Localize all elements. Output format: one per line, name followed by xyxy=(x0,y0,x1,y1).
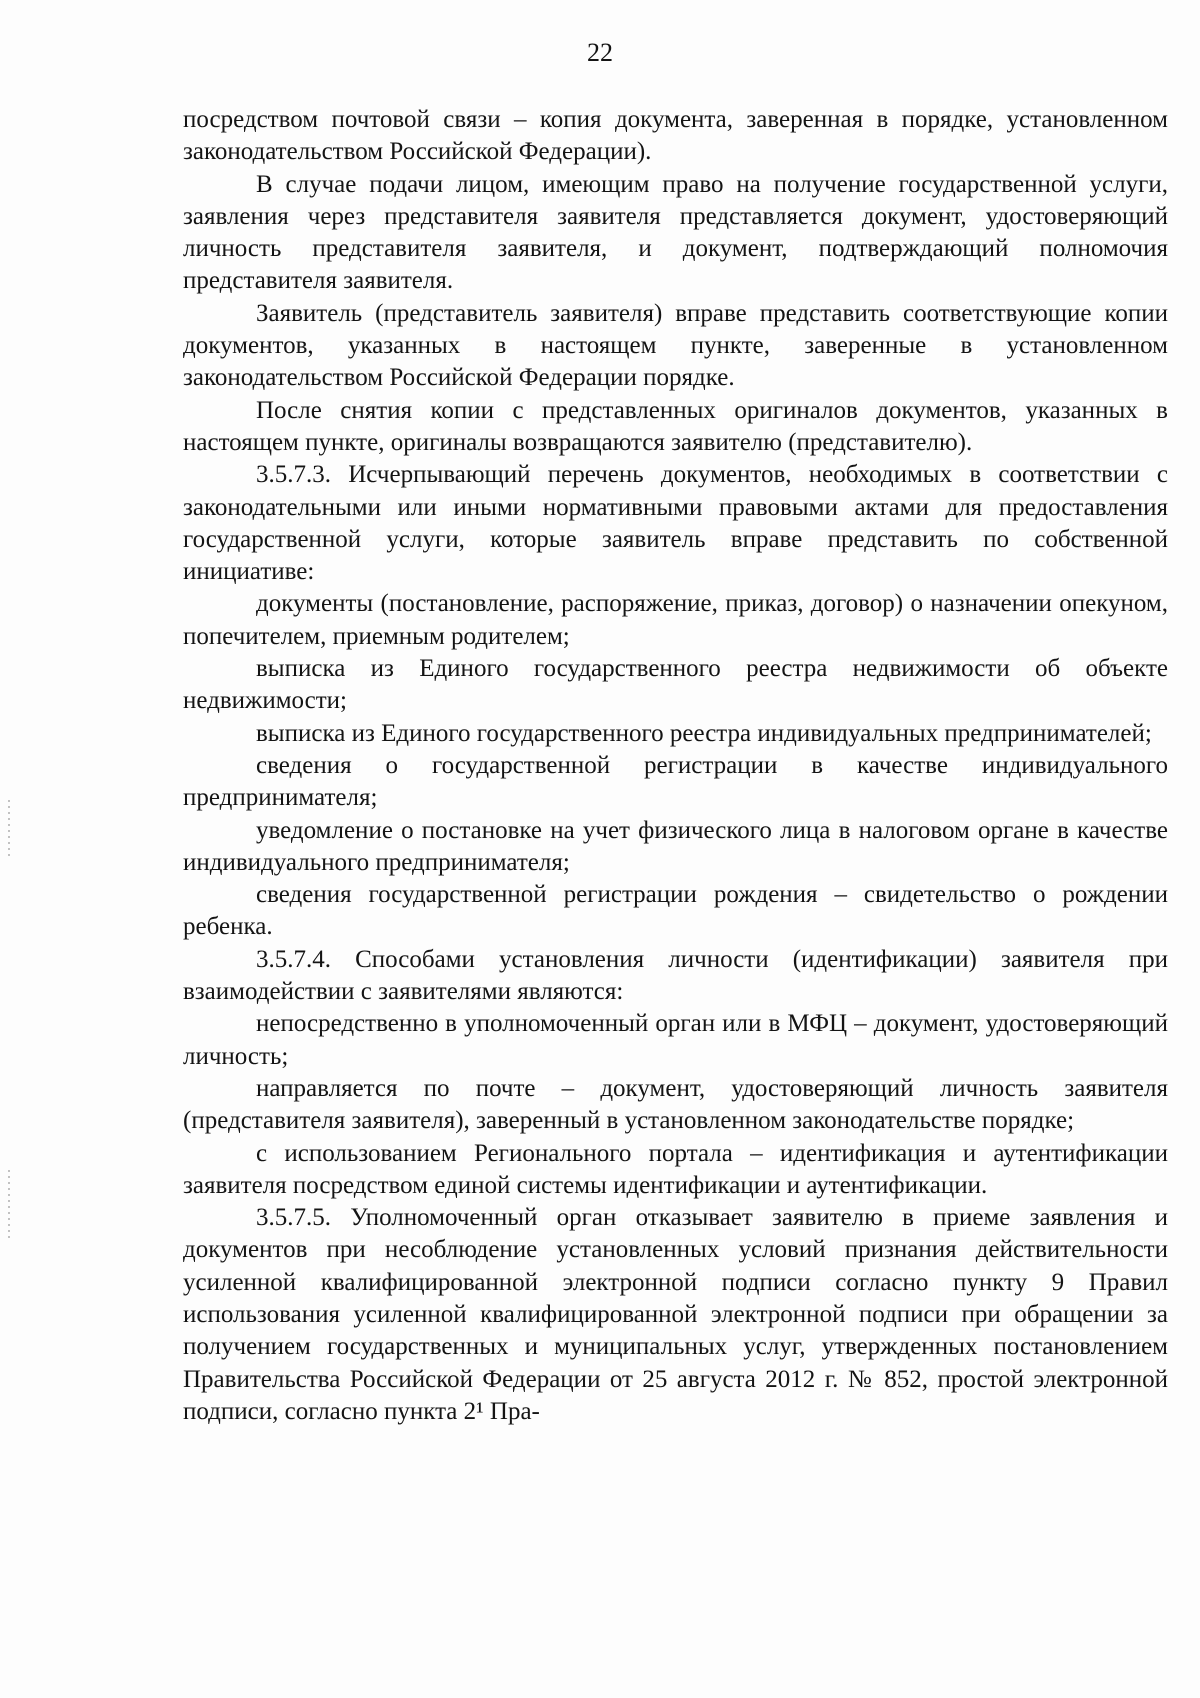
document-body xyxy=(183,104,1168,1428)
paragraph: 3.5.7.5. Уполномоченный орган отказывает заявителю в приеме заявления и документов при несоблюдение установленных условий признания действительности усиленной квалифицированной электронной подписи согласно пункту 9 Правил использования усиленной квалифицированной электронной подписи при обращении за получением государственных и муниципальных услуг, утвержденных постановлением Правительства Российской Федерации от 25 августа 2012 г. № 852, простой электронной подписи, согласно пункта 2¹ Пра- xyxy=(183,1204,1168,1425)
paragraph: После снятия копии с представленных оригиналов документов, указанных в настоящем пункте, оригиналы возвращаются заявителю (представителю). xyxy=(183,396,1168,456)
list-item: с использованием Регионального портала – идентификация и аутентификации заявителя посредством единой системы идентификации и аутентификации. xyxy=(183,1139,1168,1199)
list-item: сведения о государственной регистрации в качестве индивидуального предпринимателя; xyxy=(183,751,1168,812)
paragraph: посредством почтовой связи – копия документа, заверенная в порядке, установленном законодательством Российской Федерации). xyxy=(183,106,1168,166)
list-item: документы (постановление, распоряжение, приказ, договор) о назначении опекуном, попечителем, приемным родителем; xyxy=(183,590,1168,650)
scan-artifact xyxy=(8,1170,10,1240)
list-item: сведения государственной регистрации рождения – свидетельство о рождении ребенка. xyxy=(183,881,1168,941)
paragraph: 3.5.7.4. Способами установления личности (идентификации) заявителя при взаимодействии с заявителями являются: xyxy=(183,945,1168,1006)
paragraph: 3.5.7.3. Исчерпывающий перечень документов, необходимых в соответствии с законодательными или иными нормативными правовыми актами для предоставления государственной услуги, которые заявитель вправе представить по собственной инициативе: xyxy=(183,461,1168,586)
scan-artifact xyxy=(8,800,10,860)
list-item: непосредственно в уполномоченный орган или в МФЦ – документ, удостоверяющий личность; xyxy=(183,1010,1168,1070)
list-item: выписка из Единого государственного реестра индивидуальных предпринимателей; xyxy=(256,719,1152,747)
list-item: уведомление о постановке на учет физического лица в налоговом органе в качестве индивидуального предпринимателя; xyxy=(183,816,1168,876)
paragraph: В случае подачи лицом, имеющим право на получение государственной услуги, заявления через представителя заявителя представляется документ, удостоверяющий личность представителя заявителя, и документ, подтверждающий полномочия представителя заявителя. xyxy=(183,170,1168,295)
page-number: 22 xyxy=(587,38,613,67)
paragraph: Заявитель (представитель заявителя) вправе представить соответствующие копии документов, указанных в настоящем пункте, заверенные в установленном законодательством Российской Федерации порядке. xyxy=(183,299,1168,392)
list-item: направляется по почте – документ, удостоверяющий личность заявителя (представителя заявителя), заверенный в установленном законодательстве порядке; xyxy=(183,1074,1168,1135)
list-item: выписка из Единого государственного реестра недвижимости об объекте недвижимости; xyxy=(183,655,1168,715)
